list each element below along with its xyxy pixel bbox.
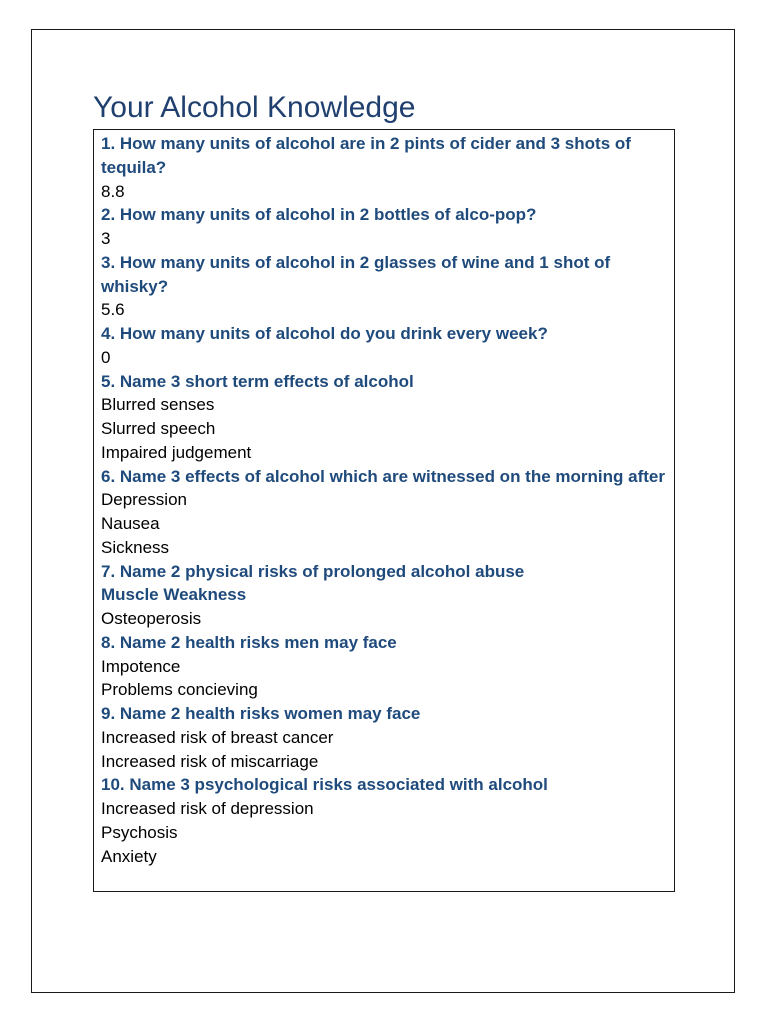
question-text: 3. How many units of alcohol in 2 glasses of wine and 1 shot of whisky? bbox=[101, 252, 611, 296]
answer-text: Nausea bbox=[101, 514, 160, 533]
answer-text: Increased risk of depression bbox=[101, 799, 314, 818]
question-text: 2. How many units of alcohol in 2 bottles of alco-pop? bbox=[101, 205, 537, 225]
answer-text: Blurred senses bbox=[101, 395, 215, 415]
answer-text: Anxiety bbox=[101, 846, 157, 866]
answer-text: Impaired judgement bbox=[101, 442, 252, 462]
question-text: 9. Name 2 health risks women may face bbox=[101, 704, 421, 723]
answer-text: Problems concieving bbox=[101, 680, 258, 700]
answer-text: Sickness bbox=[101, 537, 170, 557]
question-text: 4. How many units of alcohol do you drink every week? bbox=[101, 324, 548, 343]
question-text: 6. Name 3 effects of alcohol which are witnessed on the morning after bbox=[101, 466, 665, 486]
question-text: 1. How many units of alcohol are in 2 pints of cider and 3 shots of tequila? bbox=[101, 134, 631, 177]
question-text: Muscle Weakness bbox=[101, 585, 247, 605]
question-text: 10. Name 3 psychological risks associated with alcohol bbox=[101, 775, 548, 795]
answer-text: Depression bbox=[101, 490, 187, 510]
question-text: 7. Name 2 physical risks of prolonged alcohol abuse bbox=[101, 561, 525, 581]
answer-text: 3 bbox=[101, 229, 111, 248]
answer-text: 5.6 bbox=[101, 300, 125, 320]
answer-text: Impotence bbox=[101, 656, 181, 676]
qa-box bbox=[93, 129, 675, 892]
answer-text: Psychosis bbox=[101, 822, 178, 842]
answer-text: 8.8 bbox=[101, 181, 125, 201]
answer-text: Slurred speech bbox=[101, 419, 216, 438]
question-text: 8. Name 2 health risks men may face bbox=[101, 632, 397, 652]
question-text: 5. Name 3 short term effects of alcohol bbox=[101, 371, 414, 391]
answer-text: Increased risk of breast cancer bbox=[101, 727, 334, 747]
document-title: Your Alcohol Knowledge bbox=[93, 91, 416, 124]
answer-text: Osteoperosis bbox=[101, 609, 202, 628]
answer-text: Increased risk of miscarriage bbox=[101, 751, 319, 771]
answer-text: 0 bbox=[101, 347, 111, 367]
